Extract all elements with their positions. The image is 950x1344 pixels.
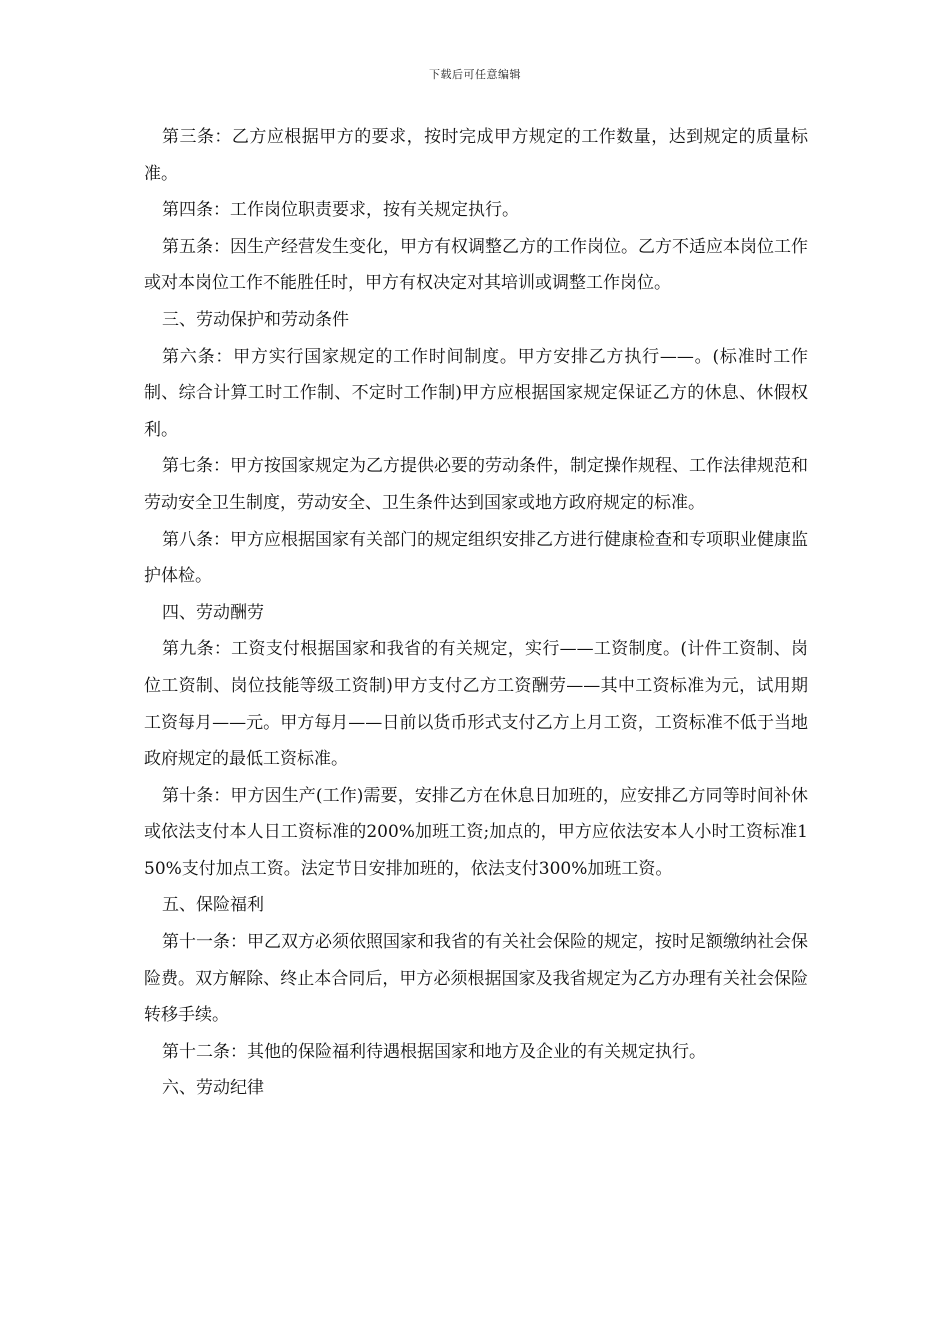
document-body: [144, 119, 808, 1107]
article-7: 第七条：甲方按国家规定为乙方提供必要的劳动条件，制定操作规程、工作法律规范和劳动安全卫生制度，劳动安全、卫生条件达到国家或地方政府规定的标准。: [144, 456, 808, 513]
article-4: 第四条：工作岗位职责要求，按有关规定执行。: [162, 200, 519, 221]
article-6: 第六条：甲方实行国家规定的工作时间制度。甲方安排乙方执行——。(标准时工作制、综合计算工时工作制、不定时工作制)甲方应根据国家规定保证乙方的休息、休假权利。: [144, 346, 808, 440]
article-10: 第十条：甲方因生产(工作)需要，安排乙方在休息日加班的，应安排乙方同等时间补休或依法支付本人日工资标准的200%加班工资;加点的，甲方应依法安本人小时工资标准150%支付加点工资。法定节日安排加班的，依法支付300%加班工资。: [144, 785, 808, 879]
article-12: 第十二条：其他的保险福利待遇根据国家和地方及企业的有关规定执行。: [162, 1041, 706, 1062]
article-11: 第十一条：甲乙双方必须依照国家和我省的有关社会保险的规定，按时足额缴纳社会保险费。双方解除、终止本合同后，甲方必须根据国家及我省规定为乙方办理有关社会保险转移手续。: [144, 932, 808, 1026]
section-heading-insurance: 五、保险福利: [162, 895, 264, 916]
section-heading-discipline: 六、劳动纪律: [162, 1078, 264, 1099]
page-header: 下载后可任意编辑: [429, 68, 521, 81]
article-3: 第三条：乙方应根据甲方的要求，按时完成甲方规定的工作数量，达到规定的质量标准。: [144, 127, 808, 184]
article-5: 第五条：因生产经营发生变化，甲方有权调整乙方的工作岗位。乙方不适应本岗位工作或对本岗位工作不能胜任时，甲方有权决定对其培训或调整工作岗位。: [144, 236, 808, 294]
section-heading-labor-protection: 三、劳动保护和劳动条件: [162, 309, 349, 330]
section-heading-remuneration: 四、劳动酬劳: [162, 602, 264, 623]
article-9: 第九条：工资支付根据国家和我省的有关规定，实行——工资制度。(计件工资制、岗位工资制、岗位技能等级工资制)甲方支付乙方工资酬劳——其中工资标准为元，试用期工资每月——元。甲方每月——日前以货币形式支付乙方上月工资，工资标准不低于当地政府规定的最低工资标准。: [144, 639, 808, 770]
article-8: 第八条：甲方应根据国家有关部门的规定组织安排乙方进行健康检查和专项职业健康监护体检。: [144, 529, 808, 587]
